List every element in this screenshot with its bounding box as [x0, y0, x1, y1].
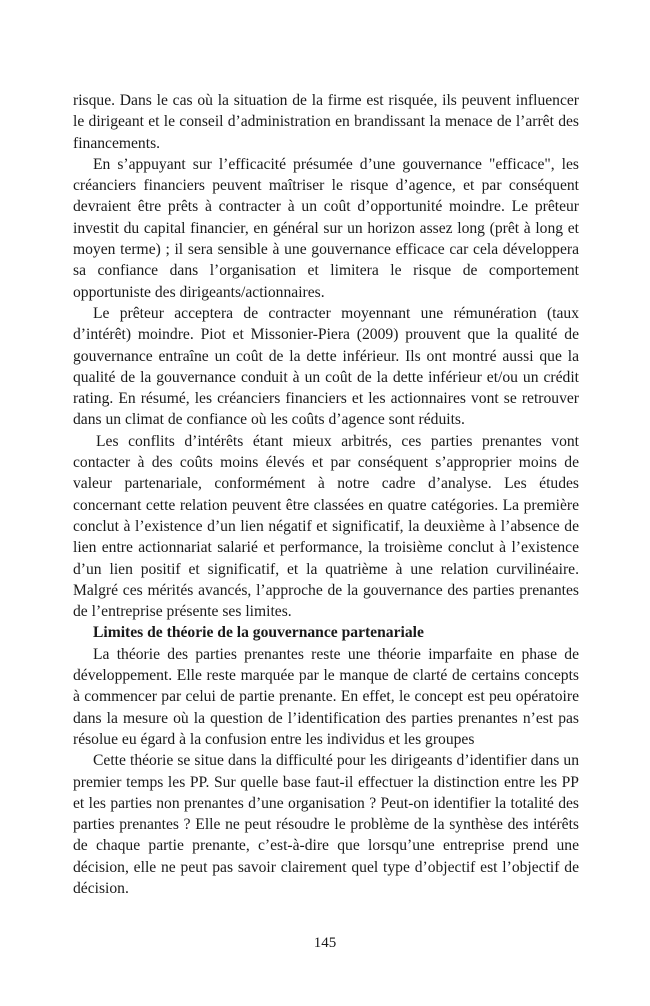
paragraph-preteur: Le prêteur acceptera de contracter moyennant une rémunération (taux d’intérêt) moindre. Piot et Missonier-Piera (2009) prouvent que la qualité de gouvernance entraîne un coût de la dette inférieur. Ils ont montré aussi que la qualité de la gouvernance conduit à un coût de la dette inférieur et/ou un crédit rating. En résumé, les créanciers financiers et les actionnaires vont se retrouver dans un climat de confiance où les coûts d’agence sont réduits.	[73, 304, 579, 429]
paragraph-theorie: La théorie des parties prenantes reste une théorie imparfaite en phase de développement. Elle reste marquée par le manque de clarté de certains concepts à commencer par celui de partie prenante. En effet, le concept est peu opératoire dans la mesure où la question de l’identification des parties prenantes n’est pas résolue eu égard à la confusion entre les individus et les groupes	[73, 645, 579, 748]
section-heading: Limites de théorie de la gouvernance partenariale	[93, 624, 424, 642]
page-body	[73, 90, 579, 899]
paragraph-difficulte: Cette théorie se situe dans la difficulté pour les dirigeants d’identifier dans un premier temps les PP. Sur quelle base faut-il effectuer la distinction entre les PP et les parties non prenantes d’une organisation ? Peut-on identifier la totalité des parties prenantes ? Elle ne peut résoudre le problème de la synthèse des intérêts de chaque partie prenante, c’est-à-dire que lorsqu’une entreprise prend une décision, elle ne peut pas savoir clairement quel type d’objectif est l’objectif de décision.	[73, 752, 579, 897]
paragraph-creanciers: En s’appuyant sur l’efficacité présumée d’une gouvernance "efficace", les créanciers financiers peuvent maîtriser le risque d’agence, et par conséquent devraient être prêts à contracter à un coût d’opportunité moindre. Le prêteur investit du capital financier, en général sur un horizon assez long (prêt à long et moyen terme) ; il sera sensible à une gouvernance efficace car cela développera sa confiance dans l’organisation et limitera le risque de comportement opportuniste des dirigeants/actionnaires.	[73, 155, 579, 301]
paragraph-continuation: risque. Dans le cas où la situation de la firme est risquée, ils peuvent influencer le dirigeant et le conseil d’administration en brandissant la menace de l’arrêt des financements.	[73, 92, 579, 152]
page-number: 145	[313, 935, 337, 951]
paragraph-conflits: Les conflits d’intérêts étant mieux arbitrés, ces parties prenantes vont contacter à des coûts moins élevés et par conséquent s’approprier moins de valeur partenariale, conformément à notre cadre d’analyse. Les études concernant cette relation peuvent être classées en quatre catégories. La première conclut à l’existence d’un lien négatif et significatif, la deuxième à l’absence de lien entre actionnariat salarié et performance, la troisième conclut à l’existence d’un lien positif et significatif, et la quatrième à une relation curvilinéaire. Malgré ces mérités avancés, l’approche de la gouvernance des parties prenantes de l’entreprise présente ses limites.	[73, 432, 579, 621]
